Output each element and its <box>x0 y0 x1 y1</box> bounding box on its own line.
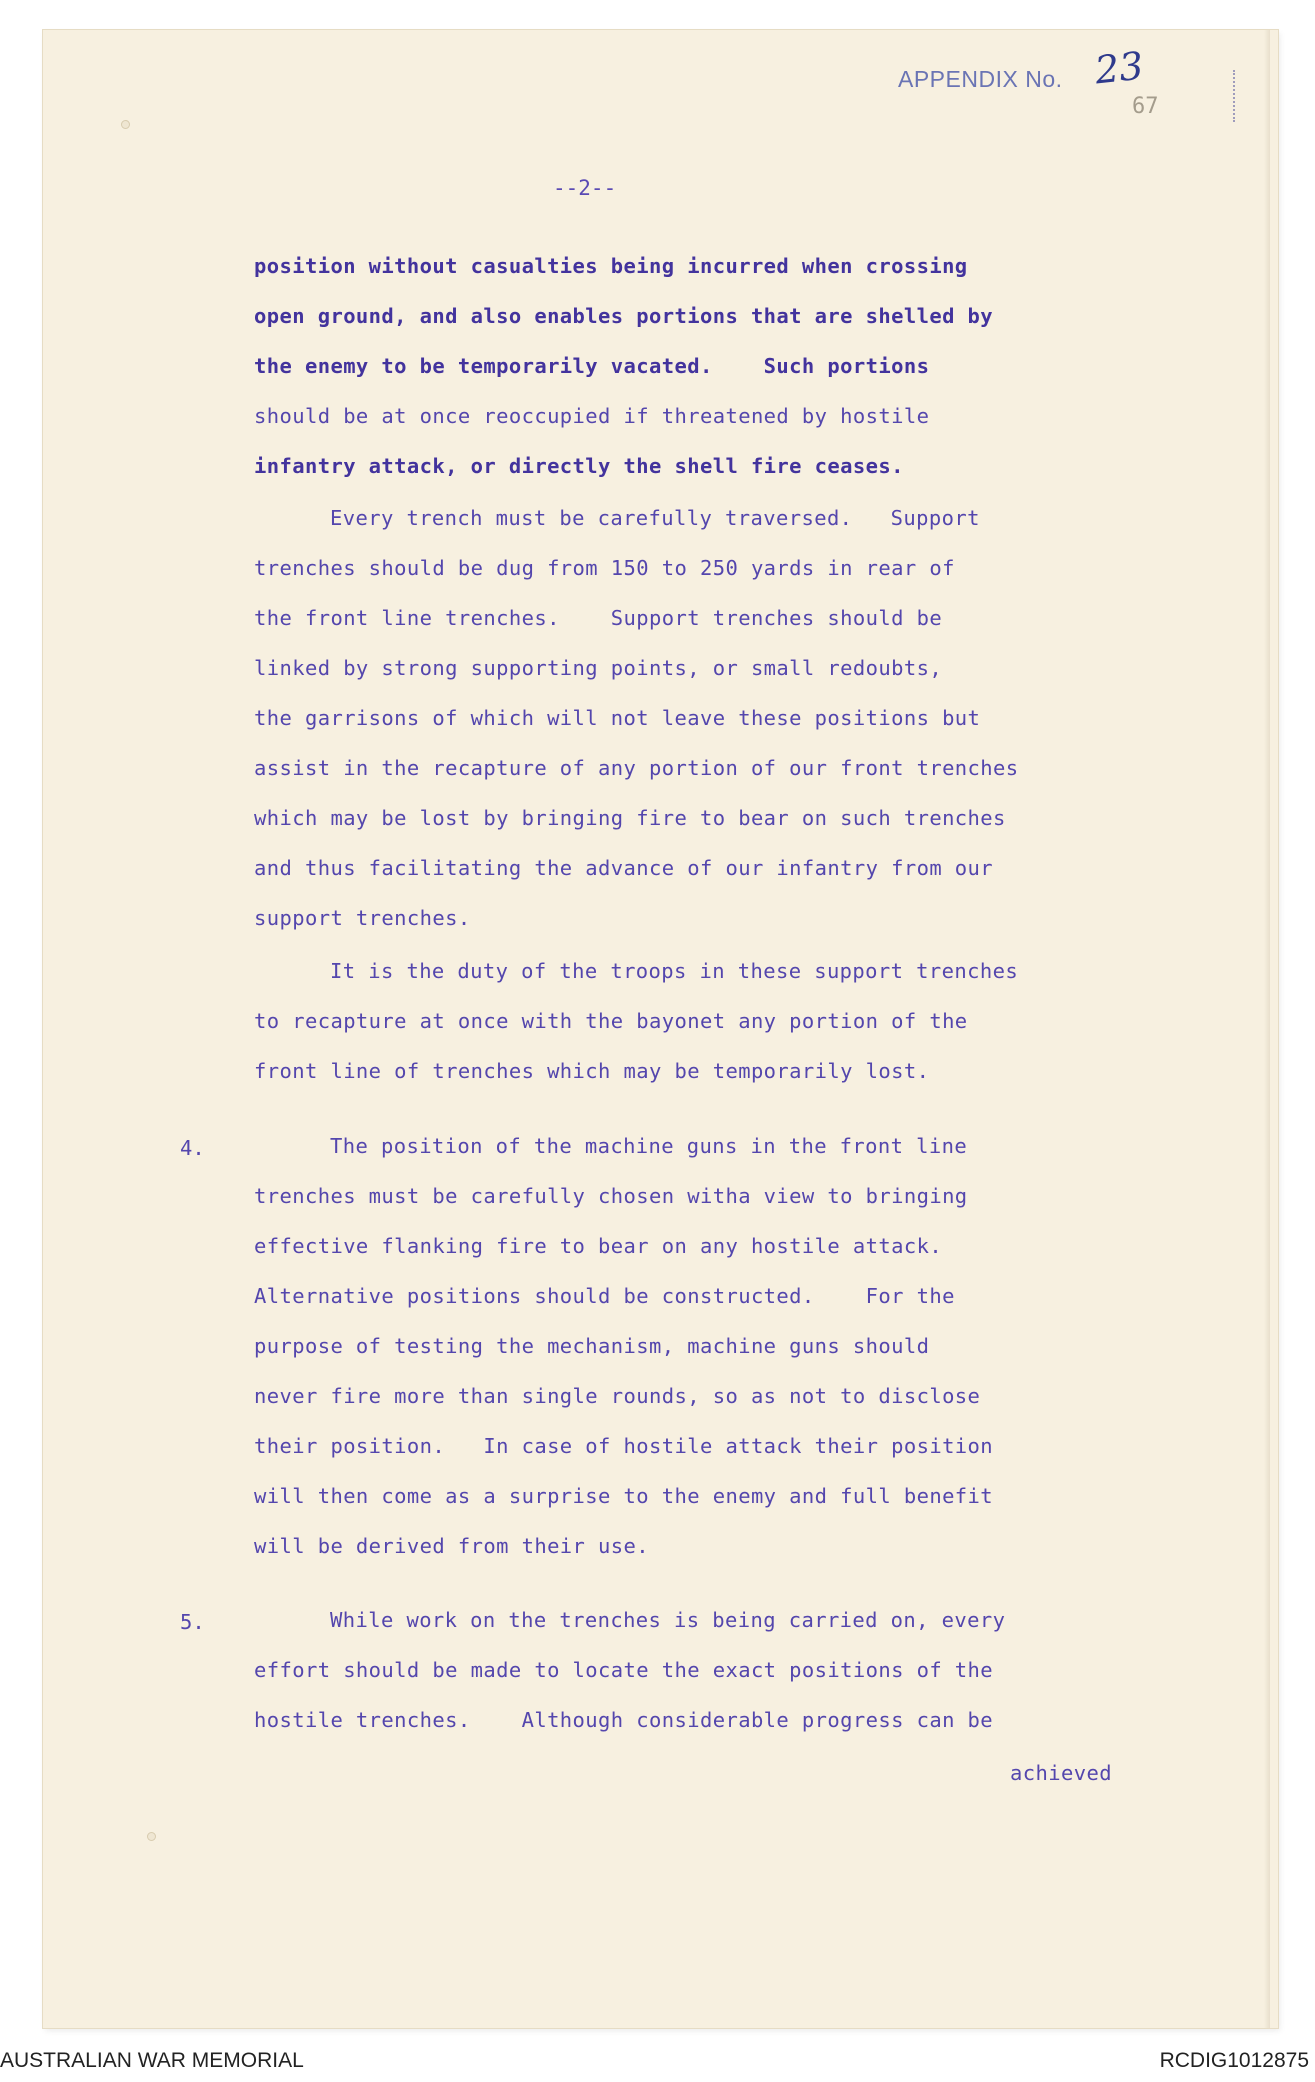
footer-record-id: RCDIG1012875 <box>1159 2049 1309 2072</box>
appendix-number: 23 <box>1092 43 1146 93</box>
text-line: will be derived from their use. <box>254 1534 650 1558</box>
text-line: will then come as a surprise to the enemy and full benefit <box>254 1484 994 1508</box>
text-line: the enemy to be temporarily vacated. Such portions <box>254 354 930 378</box>
footer-source: AUSTRALIAN WAR MEMORIAL <box>0 2049 304 2072</box>
folio-number: 67 <box>1132 94 1159 119</box>
punch-hole-icon <box>121 120 130 129</box>
text-line: effort should be made to locate the exact positions of the <box>254 1658 994 1682</box>
text-line: the garrisons of which will not leave these positions but <box>254 706 981 730</box>
text-line: the front line trenches. Support trenches should be <box>254 606 943 630</box>
text-line: which may be lost by bringing fire to bear on such trenches <box>254 806 1006 830</box>
text-line: open ground, and also enables portions that are shelled by <box>254 304 994 328</box>
text-line: linked by strong supporting points, or small redoubts, <box>254 656 943 680</box>
text-line: The position of the machine guns in the front line <box>330 1134 968 1158</box>
text-line: hostile trenches. Although considerable progress can be <box>254 1708 994 1732</box>
text-line: While work on the trenches is being carried on, every <box>330 1608 1006 1632</box>
text-line: trenches should be dug from 150 to 250 yards in rear of <box>254 556 955 580</box>
text-line: front line of trenches which may be temporarily lost. <box>254 1059 930 1083</box>
catchword: achieved <box>1010 1761 1112 1785</box>
text-line: to recapture at once with the bayonet any portion of the <box>254 1009 968 1033</box>
page-number: --2-- <box>553 176 617 200</box>
text-line: trenches must be carefully chosen witha view to bringing <box>254 1184 968 1208</box>
text-line: never fire more than single rounds, so as not to disclose <box>254 1384 981 1408</box>
text-line: their position. In case of hostile attack their position <box>254 1434 994 1458</box>
binding-mark <box>1233 70 1249 122</box>
text-line: purpose of testing the mechanism, machine guns should <box>254 1334 930 1358</box>
text-line: infantry attack, or directly the shell fire ceases. <box>254 454 904 478</box>
text-line: support trenches. <box>254 906 471 930</box>
text-line: position without casualties being incurred when crossing <box>254 254 968 278</box>
punch-hole-icon <box>147 1832 156 1841</box>
text-line: should be at once reoccupied if threatened by hostile <box>254 404 930 428</box>
text-line: and thus facilitating the advance of our infantry from our <box>254 856 994 880</box>
appendix-stamp: APPENDIX No. <box>898 66 1063 92</box>
text-line: effective flanking fire to bear on any hostile attack. <box>254 1234 943 1258</box>
paragraph-number: 4. <box>180 1136 205 1160</box>
text-line: assist in the recapture of any portion of our front trenches <box>254 756 1019 780</box>
text-line: Alternative positions should be constructed. For the <box>254 1284 955 1308</box>
text-line: It is the duty of the troops in these support trenches <box>330 959 1019 983</box>
text-line: Every trench must be carefully traversed. Support <box>330 506 980 530</box>
paragraph-number: 5. <box>180 1610 205 1634</box>
